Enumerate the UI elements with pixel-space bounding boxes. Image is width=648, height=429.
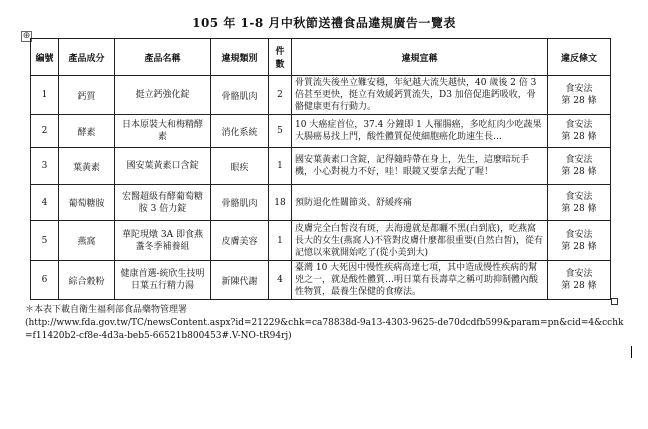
- cell-law: [548, 115, 611, 148]
- cell-claim: 臺灣 10 大死因中慢性疾病高達七項，其中造成慢性疾病的幫兇之一，就是酸性體質…明日葉有長壽草之稱可助抑制體內酸性物質，最養生保健的食療法。: [292, 261, 548, 300]
- cell-category: 皮膚美容: [211, 221, 269, 261]
- text-cursor: [631, 346, 632, 358]
- cell-count: 18: [269, 185, 292, 221]
- cell-ingredient: 葉黃素: [59, 148, 115, 185]
- cell-product-name: 挺立鈣強化錠: [115, 76, 211, 115]
- cell-ingredient: 鈣質: [59, 76, 115, 115]
- header-no: 編號: [31, 39, 59, 76]
- law-name: 食安法: [565, 269, 593, 279]
- law-article: 第 28 條: [561, 203, 597, 214]
- cell-category: 骨骼肌肉: [211, 185, 269, 221]
- cell-claim: 皮膚完全白皙沒有斑，去海邊就是都曬不黑(白到底)，吃燕窩長大的女生(燕窩人)不管對皮膚什麼都很重要(自然白皙)，從有記憶以來就開始吃了(從小美到大): [292, 221, 548, 261]
- cell-ingredient: 綜合穀粉: [59, 261, 115, 300]
- source-note: [25, 304, 625, 343]
- cell-category: 眼疾: [211, 148, 269, 185]
- source-note-text: ＊本表下載自衛生福利部食品藥物管理署: [25, 305, 188, 315]
- cell-product-name: 華陀現燉 3A 即食燕盞冬季補養組: [115, 221, 211, 261]
- cell-law: [548, 185, 611, 221]
- header-law: 違反條文: [548, 39, 611, 76]
- law-article: 第 28 條: [561, 167, 597, 177]
- table-row: [31, 221, 611, 261]
- header-product-name: 產品名稱: [115, 39, 211, 76]
- cell-count: 5: [269, 115, 292, 148]
- cell-product-name: 日本原裝大和梅精酵素: [115, 115, 211, 148]
- cell-no: 5: [31, 221, 59, 261]
- cell-category: 消化系統: [211, 115, 269, 148]
- cell-category: 新陳代謝: [211, 261, 269, 300]
- law-article: 第 28 條: [561, 132, 597, 142]
- table-header-row: [31, 39, 611, 76]
- table-row: [31, 261, 611, 300]
- law-name: 食安法: [565, 191, 593, 202]
- law-name: 食安法: [565, 229, 593, 240]
- law-name: 食安法: [565, 120, 593, 130]
- table-row: [31, 185, 611, 221]
- law-article: 第 28 條: [561, 241, 597, 252]
- cell-ingredient: 燕窩: [59, 221, 115, 261]
- cell-claim: 10 大癌症首位，37.4 分鐘即 1 人罹腸癌，多吃紅肉少吃蔬果大腸癌易找上門，酸性體質促使細胞癌化助速生長…: [292, 115, 548, 148]
- law-article: 第 28 條: [561, 96, 597, 106]
- header-ingredient: 產品成分: [59, 39, 115, 76]
- cell-product-name: 健康首選-統欣生技明日葉五行精力湯: [115, 261, 211, 300]
- violation-table: [30, 38, 611, 300]
- cell-count: 4: [269, 261, 292, 300]
- cell-category: 骨骼肌肉: [211, 76, 269, 115]
- cell-no: 1: [31, 76, 59, 115]
- cell-no: 6: [31, 261, 59, 300]
- law-name: 食安法: [565, 155, 593, 165]
- cell-count: 1: [269, 221, 292, 261]
- cell-product-name: 宏醫超級有酵葡萄糖胺 3 倍力錠: [115, 185, 211, 221]
- cell-no: 3: [31, 148, 59, 185]
- cell-no: 2: [31, 115, 59, 148]
- table-move-handle-icon[interactable]: ⊕: [22, 31, 31, 41]
- cell-claim: 預防退化性關節炎、舒緩疼痛: [292, 185, 548, 221]
- cell-claim: 骨質流失後坐立難安穩，年紀越大流失越快，40 歲後 2 倍 3 倍甚至更快，挺立有效緩鈣質流失，D3 加倍促進鈣吸收，骨骼健康更有行動力。: [292, 76, 548, 115]
- table-row: [31, 76, 611, 115]
- table-row: [31, 148, 611, 185]
- cell-product-name: 國安葉黃素口含錠: [115, 148, 211, 185]
- cell-no: 4: [31, 185, 59, 221]
- cell-count: 1: [269, 148, 292, 185]
- cell-claim: 國安葉黃素口含錠，記得隨時帶在身上，先生，這麼暗玩手機，小心對視力不好，哇！眼鏡又要拿去配了喔！: [292, 148, 548, 185]
- header-count: 件數: [269, 39, 292, 76]
- header-claim: 違規宣稱: [292, 39, 548, 76]
- cell-ingredient: 酵素: [59, 115, 115, 148]
- source-url: (http://www.fda.gov.tw/TC/newsContent.aspx?id=21229&chk=ca78838d-9a13-4303-9625-de70dcdfb599&param=pn&cid=4&cchk=f11420b2-cf8e-4d3a-beb5-66521b800453#.V-NO-tR94rj): [25, 318, 624, 341]
- law-name: 食安法: [565, 84, 593, 94]
- table-row: [31, 115, 611, 148]
- document-title: 105 年 1-8 月中秋節送禮食品違規廣告一覽表: [192, 16, 456, 30]
- cell-law: [548, 76, 611, 115]
- cell-law: [548, 148, 611, 185]
- law-article: 第 28 條: [561, 281, 597, 291]
- header-category: 違規類別: [211, 39, 269, 76]
- cell-ingredient: 葡萄糖胺: [59, 185, 115, 221]
- cell-count: 2: [269, 76, 292, 115]
- cell-law: [548, 221, 611, 261]
- cell-law: [548, 261, 611, 300]
